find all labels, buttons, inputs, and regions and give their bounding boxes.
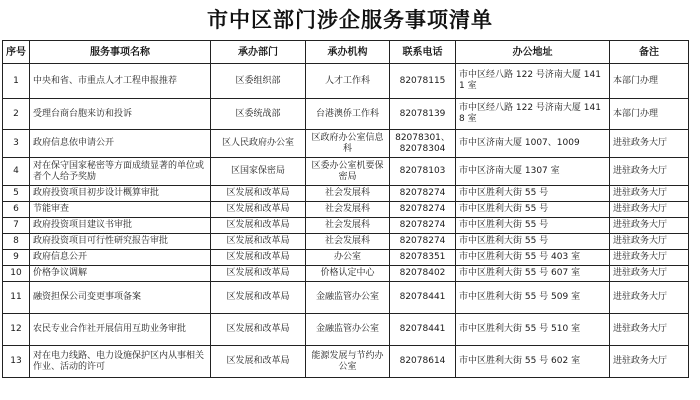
cell-office: 办公室: [306, 250, 390, 266]
table-row: [3, 218, 689, 234]
header-note: 备注: [610, 41, 689, 64]
cell-department: 区国家保密局: [211, 158, 306, 186]
cell-address: 市中区胜利大街 55 号: [456, 202, 610, 218]
cell-office: 金融监管办公室: [306, 314, 390, 346]
cell-note: 进驻政务大厅: [610, 186, 689, 202]
cell-note: 进驻政务大厅: [610, 346, 689, 378]
cell-phone: 82078274: [390, 218, 456, 234]
header-department: 承办部门: [211, 41, 306, 64]
document-title: 市中区部门涉企服务事项清单: [207, 8, 493, 32]
cell-note: 进驻政务大厅: [610, 314, 689, 346]
cell-department: 区发展和改革局: [211, 234, 306, 250]
cell-no: 2: [3, 99, 30, 130]
cell-department: 区人民政府办公室: [211, 130, 306, 158]
cell-item-name: 政府投资项目可行性研究报告审批: [30, 234, 211, 250]
cell-note: 进驻政务大厅: [610, 218, 689, 234]
header-address: 办公地址: [456, 41, 610, 64]
cell-address: 市中区经八路 122 号济南大厦 1411 室: [456, 64, 610, 99]
table-row: [3, 99, 689, 130]
header-item-name: 服务事项名称: [30, 41, 211, 64]
cell-office: 社会发展科: [306, 218, 390, 234]
table-row: [3, 130, 689, 158]
table-row: [3, 186, 689, 202]
cell-address: 市中区胜利大街 55 号 403 室: [456, 250, 610, 266]
cell-item-name: 融资担保公司变更事项备案: [30, 282, 211, 314]
cell-address: 市中区胜利大街 55 号 509 室: [456, 282, 610, 314]
cell-office: 区政府办公室信息科: [306, 130, 390, 158]
table-row: [3, 158, 689, 186]
cell-no: 10: [3, 266, 30, 282]
cell-no: 7: [3, 218, 30, 234]
cell-address: 市中区胜利大街 55 号 607 室: [456, 266, 610, 282]
cell-no: 6: [3, 202, 30, 218]
cell-no: 11: [3, 282, 30, 314]
cell-office: 区委办公室机要保密局: [306, 158, 390, 186]
header-office: 承办机构: [306, 41, 390, 64]
cell-item-name: 受理台商台胞来访和投诉: [30, 99, 211, 130]
cell-address: 市中区济南大厦 1007、1009: [456, 130, 610, 158]
cell-office: 价格认定中心: [306, 266, 390, 282]
cell-item-name: 对在电力线路、电力设施保护区内从事相关作业、活动的许可: [30, 346, 211, 378]
cell-no: 8: [3, 234, 30, 250]
cell-office: 能源发展与节约办公室: [306, 346, 390, 378]
table-row: [3, 202, 689, 218]
cell-department: 区发展和改革局: [211, 282, 306, 314]
cell-office: 金融监管办公室: [306, 282, 390, 314]
cell-department: 区发展和改革局: [211, 202, 306, 218]
cell-address: 市中区胜利大街 55 号 510 室: [456, 314, 610, 346]
cell-department: 区发展和改革局: [211, 314, 306, 346]
cell-department: 区发展和改革局: [211, 250, 306, 266]
cell-no: 3: [3, 130, 30, 158]
cell-item-name: 政府投资项目建议书审批: [30, 218, 211, 234]
cell-no: 9: [3, 250, 30, 266]
table-row: [3, 234, 689, 250]
cell-item-name: 政府信息公开: [30, 250, 211, 266]
header-no: 序号: [3, 41, 30, 64]
cell-no: 13: [3, 346, 30, 378]
table-row: [3, 266, 689, 282]
table-header-row: [3, 41, 689, 64]
cell-phone: 82078274: [390, 234, 456, 250]
cell-phone: 82078274: [390, 186, 456, 202]
cell-item-name: 节能审查: [30, 202, 211, 218]
cell-item-name: 政府投资项目初步设计概算审批: [30, 186, 211, 202]
cell-office: 社会发展科: [306, 186, 390, 202]
service-items-table: [2, 40, 689, 378]
cell-note: 进驻政务大厅: [610, 202, 689, 218]
cell-phone: 82078103: [390, 158, 456, 186]
cell-no: 12: [3, 314, 30, 346]
cell-note: 本部门办理: [610, 64, 689, 99]
cell-address: 市中区济南大厦 1307 室: [456, 158, 610, 186]
cell-department: 区发展和改革局: [211, 346, 306, 378]
cell-note: 进驻政务大厅: [610, 282, 689, 314]
cell-phone: 82078441: [390, 282, 456, 314]
cell-note: 进驻政务大厅: [610, 266, 689, 282]
cell-office: 社会发展科: [306, 234, 390, 250]
cell-phone: 82078115: [390, 64, 456, 99]
cell-item-name: 价格争议调解: [30, 266, 211, 282]
cell-office: 人才工作科: [306, 64, 390, 99]
cell-department: 区委组织部: [211, 64, 306, 99]
cell-item-name: 农民专业合作社开展信用互助业务审批: [30, 314, 211, 346]
cell-note: 进驻政务大厅: [610, 250, 689, 266]
cell-department: 区发展和改革局: [211, 186, 306, 202]
cell-no: 4: [3, 158, 30, 186]
cell-item-name: 对在保守国家秘密等方面成绩显著的单位或者个人给予奖励: [30, 158, 211, 186]
cell-item-name: 政府信息依申请公开: [30, 130, 211, 158]
table-row: [3, 250, 689, 266]
cell-no: 1: [3, 64, 30, 99]
cell-address: 市中区胜利大街 55 号: [456, 218, 610, 234]
cell-department: 区发展和改革局: [211, 218, 306, 234]
cell-note: 进驻政务大厅: [610, 130, 689, 158]
cell-address: 市中区胜利大街 55 号: [456, 234, 610, 250]
cell-address: 市中区经八路 122 号济南大厦 1418 室: [456, 99, 610, 130]
cell-address: 市中区胜利大街 55 号 602 室: [456, 346, 610, 378]
cell-note: 进驻政务大厅: [610, 234, 689, 250]
cell-phone: 82078614: [390, 346, 456, 378]
cell-phone: 82078274: [390, 202, 456, 218]
cell-phone: 82078301、82078304: [390, 130, 456, 158]
table-row: [3, 346, 689, 378]
cell-no: 5: [3, 186, 30, 202]
table-row: [3, 282, 689, 314]
cell-department: 区委统战部: [211, 99, 306, 130]
table-row: [3, 64, 689, 99]
cell-phone: 82078402: [390, 266, 456, 282]
cell-note: 本部门办理: [610, 99, 689, 130]
table-row: [3, 314, 689, 346]
cell-office: 社会发展科: [306, 202, 390, 218]
cell-office: 台港澳侨工作科: [306, 99, 390, 130]
cell-department: 区发展和改革局: [211, 266, 306, 282]
cell-note: 进驻政务大厅: [610, 158, 689, 186]
cell-phone: 82078441: [390, 314, 456, 346]
cell-phone: 82078351: [390, 250, 456, 266]
cell-address: 市中区胜利大街 55 号: [456, 186, 610, 202]
cell-phone: 82078139: [390, 99, 456, 130]
header-phone: 联系电话: [390, 41, 456, 64]
cell-item-name: 中央和省、市重点人才工程申报推荐: [30, 64, 211, 99]
